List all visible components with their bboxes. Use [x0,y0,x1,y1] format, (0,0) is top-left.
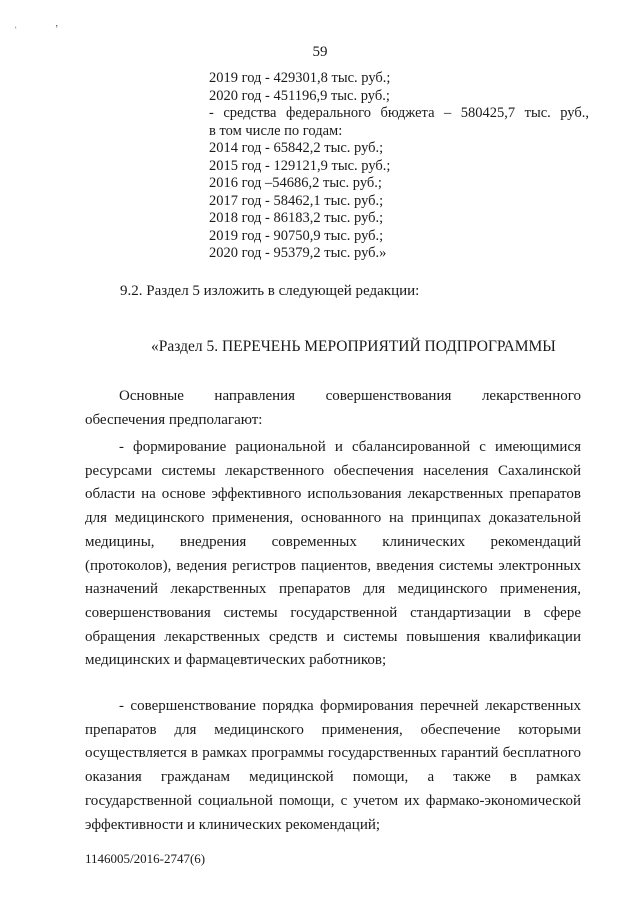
document-code: 1146005/2016-2747(6) [85,851,206,866]
budget-line: 2019 год - 90750,9 тыс. руб.; [209,227,384,244]
budget-line: 2019 год - 429301,8 тыс. руб.; [209,70,391,86]
paragraph: - совершенствование порядка формирования перечней лекарственных препаратов для медицинского применения, обеспечение которыми осуществляется в рамках программы государственных гарантий бесплатного оказания гражданам медицинской помощи, а также в рамках государственной социальной помощи, с учетом их фармако-экономической эффективности и клинических рекомендаций; [85,698,581,833]
scan-mark: ’ [55,24,59,35]
budget-line: 2017 год - 58462,1 тыс. руб.; [209,192,384,209]
page-number: 59 [312,44,328,60]
paragraph: - формирование рациональной и сбалансированной с имеющимися ресурсами системы лекарственного обеспечения населения Сахалинской области на основе эффективного использования лекарственных препаратов для медицинского применения, основанного на принципах доказательной медицины, внедрения современных клинических рекомендаций (протоколов), ведения регистров пациентов, введения системы электронных назначений лекарственных препаратов для медицинского применения, совершенствования системы государственной стандартизации в сфере обращения лекарственных средств и системы повышения квалификации медицинских и фармацевтических работников; [85,439,581,669]
budget-line: 2018 год - 86183,2 тыс. руб.; [209,210,384,226]
budget-block [209,70,589,263]
by-years-line: в том числе по годам: [209,122,343,139]
amendment-text: 9.2. Раздел 5 изложить в следующей редакции: [120,283,420,299]
paragraph: Основные направления совершенствования лекарственного обеспечения предполагают: [85,388,581,428]
budget-line: 2015 год - 129121,9 тыс. руб.; [209,157,391,174]
section-heading: «Раздел 5. ПЕРЕЧЕНЬ МЕРОПРИЯТИЙ ПОДПРОГРАММЫ [151,338,556,355]
budget-line: 2016 год –54686,2 тыс. руб.; [209,175,382,191]
budget-line: 2020 год - 95379,2 тыс. руб.» [209,245,387,261]
federal-budget-line: - средства федерального бюджета – 580425,7 тыс. руб., [209,105,589,121]
scan-mark: ʿ [14,26,18,37]
budget-line: 2020 год - 451196,9 тыс. руб.; [209,87,390,104]
budget-line: 2014 год - 65842,2 тыс. руб.; [209,140,384,156]
